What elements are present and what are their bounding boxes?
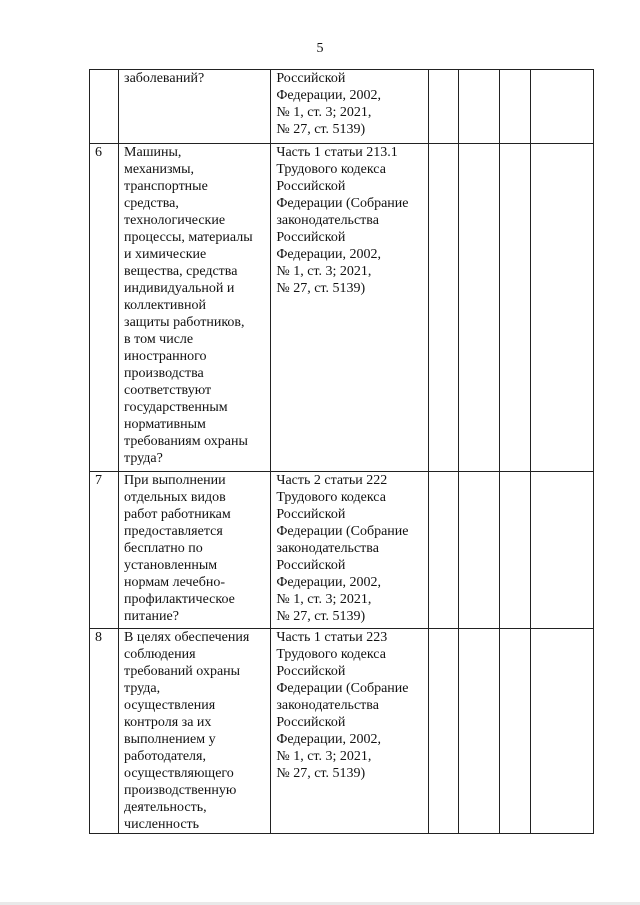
legal-reference-cell: Часть 1 статьи 213.1 Трудового кодекса Российской Федерации (Собрание законодательства Российской Федерации, 2002, № 1, ст. 3; 2021, № 27, ст. 5139) — [271, 144, 428, 472]
notes-cell — [530, 144, 593, 472]
table-row — [90, 472, 594, 629]
row-number: 6 — [90, 144, 119, 472]
answer-no-cell — [458, 70, 499, 144]
answer-yes-cell — [428, 472, 458, 629]
row-number: 8 — [90, 629, 119, 834]
row-number: 7 — [90, 472, 119, 629]
table-row — [90, 144, 594, 472]
answer-not-applicable-cell — [499, 629, 530, 834]
legal-reference-cell: Часть 2 статьи 222 Трудового кодекса Российской Федерации (Собрание законодательства Российской Федерации, 2002, № 1, ст. 3; 2021, № 27, ст. 5139) — [271, 472, 428, 629]
question-cell: Машины, механизмы, транспортные средства, технологические процессы, материалы и химические вещества, средства индивидуальной и коллективной защиты работников, в том числе иностранного производства соответствуют государственным нормативным требованиям охраны труда? — [119, 144, 271, 472]
notes-cell — [530, 472, 593, 629]
table-row — [90, 70, 594, 144]
answer-no-cell — [458, 472, 499, 629]
answer-no-cell — [458, 629, 499, 834]
question-cell: В целях обеспечения соблюдения требований охраны труда, осуществления контроля за их выполнением у работодателя, осуществляющего производственную деятельность, численность — [119, 629, 271, 834]
answer-not-applicable-cell — [499, 144, 530, 472]
answer-no-cell — [458, 144, 499, 472]
row-number — [90, 70, 119, 144]
legal-reference-cell: Российской Федерации, 2002, № 1, ст. 3; 2021, № 27, ст. 5139) — [271, 70, 428, 144]
question-cell: При выполнении отдельных видов работ работникам предоставляется бесплатно по установленным нормам лечебно- профилактическое питание? — [119, 472, 271, 629]
answer-not-applicable-cell — [499, 472, 530, 629]
page-number: 5 — [316, 41, 324, 56]
notes-cell — [530, 629, 593, 834]
answer-yes-cell — [428, 629, 458, 834]
answer-not-applicable-cell — [499, 70, 530, 144]
notes-cell — [530, 70, 593, 144]
checklist-table — [89, 69, 594, 834]
table-row — [90, 629, 594, 834]
answer-yes-cell — [428, 70, 458, 144]
answer-yes-cell — [428, 144, 458, 472]
question-cell: заболеваний? — [119, 70, 271, 144]
legal-reference-cell: Часть 1 статьи 223 Трудового кодекса Российской Федерации (Собрание законодательства Российской Федерации, 2002, № 1, ст. 3; 2021, № 27, ст. 5139) — [271, 629, 428, 834]
